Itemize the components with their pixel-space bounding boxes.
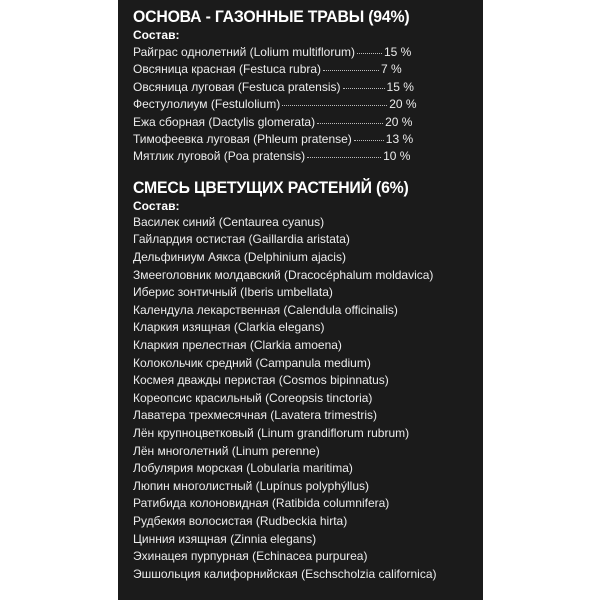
grass-row bbox=[133, 130, 473, 147]
flower-item: Люпин многолистный (Lupínus polyphýllus) bbox=[133, 478, 369, 493]
flower-item: Лобулярия морская (Lobularia maritima) bbox=[133, 461, 353, 476]
flower-item: Колокольчик средний (Campanula medium) bbox=[133, 355, 371, 370]
composition-panel bbox=[118, 0, 483, 600]
leader-dots bbox=[307, 145, 381, 158]
leader-dots bbox=[357, 41, 382, 54]
flower-item: Ратибида колоновидная (Ratibida columnifera) bbox=[133, 496, 390, 511]
grass-percent: 10 % bbox=[383, 149, 411, 164]
grass-list bbox=[133, 43, 473, 165]
grass-name: Ежа сборная (Dactylis glomerata) bbox=[133, 114, 316, 129]
grass-row bbox=[133, 95, 473, 112]
leader-dots bbox=[343, 76, 385, 89]
grass-row bbox=[133, 113, 473, 130]
grass-name: Райграс однолетний (Lolium multiflorum) bbox=[133, 45, 355, 59]
flower-item: Кларкия изящная (Clarkia elegans) bbox=[133, 320, 325, 335]
flower-item: Эшшольция калифорнийская (Eschscholzia californica) bbox=[133, 566, 437, 581]
flower-item: Гайлардия остистая (Gaillardia aristata) bbox=[133, 232, 350, 247]
flower-item: Рудбекия волосистая (Rudbeckia hirta) bbox=[133, 513, 348, 528]
flower-composition-label: Состав: bbox=[133, 198, 180, 213]
flower-item: Дельфиниум Аякса (Delphinium ajacis) bbox=[133, 250, 346, 265]
flower-item: Змееголовник молдавский (Dracocéphalum moldavica) bbox=[133, 267, 434, 282]
leader-dots bbox=[354, 128, 384, 141]
flower-item: Эхинацея пурпурная (Echinacea purpurea) bbox=[133, 549, 368, 564]
grass-name: Тимофеевка луговая (Phleum pratense) bbox=[133, 132, 352, 147]
flower-item: Иберис зонтичный (Iberis umbellata) bbox=[133, 285, 333, 300]
grass-percent: 15 % bbox=[383, 45, 412, 59]
grass-row bbox=[133, 147, 473, 164]
flower-mix-heading: СМЕСЬ ЦВЕТУЩИХ РАСТЕНИЙ (6%) bbox=[133, 177, 409, 197]
flower-item: Кореопсис красильный (Coreopsis tinctoria) bbox=[133, 390, 373, 405]
grass-percent: 20 % bbox=[385, 114, 413, 129]
base-grasses-heading: ОСНОВА - ГАЗОННЫЕ ТРАВЫ (94%) bbox=[133, 7, 410, 26]
flower-list bbox=[133, 214, 473, 583]
base-composition-label: Состав: bbox=[133, 28, 180, 42]
flower-item: Цинния изящная (Zinnia elegans) bbox=[133, 531, 317, 546]
grass-name: Мятлик луговой (Poa pratensis) bbox=[133, 149, 306, 164]
leader-dots bbox=[323, 58, 379, 71]
grass-name: Овсяница луговая (Festuca pratensis) bbox=[133, 79, 341, 94]
grass-percent: 13 % bbox=[385, 132, 414, 147]
flower-item: Космея дважды перистая (Cosmos bipinnatus) bbox=[133, 373, 389, 388]
flower-item: Календула лекарственная (Calendula officinalis) bbox=[133, 302, 398, 317]
grass-percent: 20 % bbox=[389, 97, 417, 112]
grass-percent: 7 % bbox=[381, 62, 402, 77]
leader-dots bbox=[317, 111, 383, 124]
flower-item: Лён многолетний (Linum perenne) bbox=[133, 443, 320, 458]
grass-row bbox=[133, 60, 473, 77]
grass-percent: 15 % bbox=[386, 79, 414, 94]
grass-name: Фестулолиум (Festulolium) bbox=[133, 97, 281, 112]
flower-item: Василек синий (Centaurea cyanus) bbox=[133, 214, 325, 229]
flower-item: Лён крупноцветковый (Linum grandiflorum rubrum) bbox=[133, 425, 410, 440]
flower-item: Лаватера трехмесячная (Lavatera trimestris) bbox=[133, 408, 377, 423]
grass-name: Овсяница красная (Festuca rubra) bbox=[133, 62, 322, 77]
flower-item: Кларкия прелестная (Clarkia amoena) bbox=[133, 338, 342, 352]
leader-dots bbox=[282, 93, 387, 106]
